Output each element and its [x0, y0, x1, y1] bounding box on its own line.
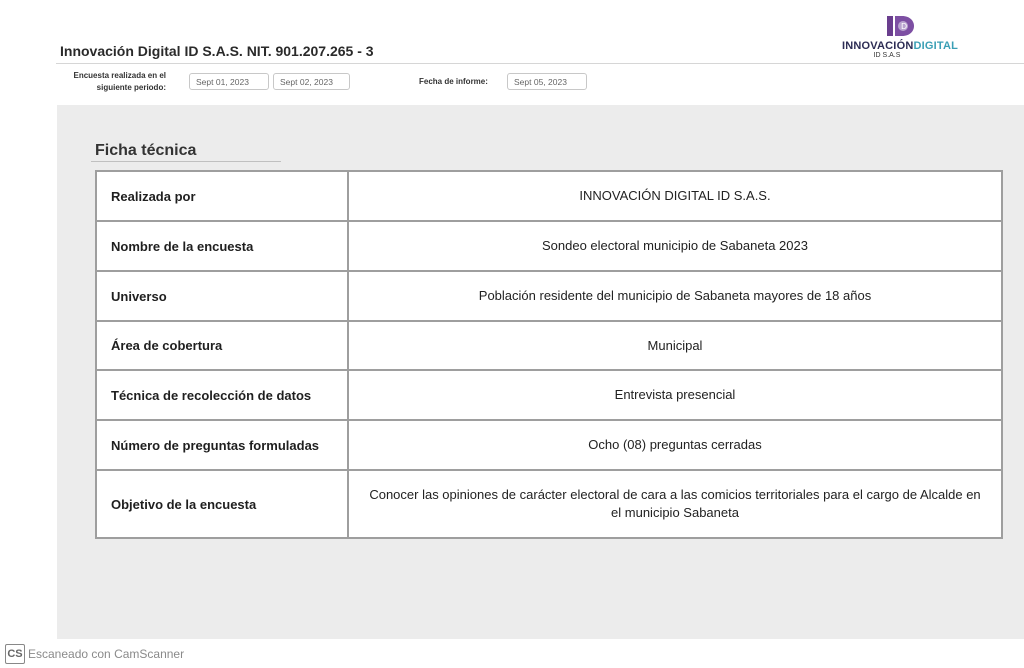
row-label: Técnica de recolección de datos	[96, 370, 348, 420]
scanner-watermark-text: Escaneado con CamScanner	[28, 647, 185, 661]
company-logo	[842, 14, 964, 62]
logo-subtitle: ID S.A.S	[873, 52, 901, 59]
logo-wordmark-part2: DIGITAL	[913, 40, 959, 52]
logo-mark-letter: D	[901, 22, 908, 31]
row-label: Área de cobertura	[96, 321, 348, 370]
section-title-underline	[91, 161, 281, 162]
row-value: Entrevista presencial	[348, 370, 1002, 420]
row-label: Número de preguntas formuladas	[96, 420, 348, 470]
row-value: Sondeo electoral municipio de Sabaneta 2023	[348, 221, 1002, 271]
row-value: Municipal	[348, 321, 1002, 370]
table-row	[96, 171, 1002, 221]
section-title: Ficha técnica	[95, 142, 197, 159]
row-label: Realizada por	[96, 171, 348, 221]
period-end-date-field[interactable]: Sept 02, 2023	[273, 73, 350, 90]
logo-d-icon	[886, 14, 916, 40]
table-row	[96, 271, 1002, 321]
row-value: Ocho (08) preguntas cerradas	[348, 420, 1002, 470]
table-row	[96, 470, 1002, 538]
row-label: Nombre de la encuesta	[96, 221, 348, 271]
logo-wordmark-part1: INNOVACIÓN	[842, 40, 914, 52]
row-label: Objetivo de la encuesta	[96, 470, 348, 538]
logo-wordmark	[842, 40, 964, 52]
survey-period-label: Encuesta realizada en el siguiente periodo:	[73, 71, 166, 92]
report-date-field[interactable]: Sept 05, 2023	[507, 73, 587, 90]
row-label: Universo	[96, 271, 348, 321]
report-date-label: Fecha de informe:	[419, 77, 488, 86]
document-header-title: Innovación Digital ID S.A.S. NIT. 901.207.265 - 3	[60, 43, 374, 59]
header-divider	[56, 63, 1024, 64]
row-value: INNOVACIÓN DIGITAL ID S.A.S.	[348, 171, 1002, 221]
table-row	[96, 321, 1002, 370]
table-row	[96, 420, 1002, 470]
technical-sheet-table	[95, 170, 1003, 539]
camscanner-logo-icon: CS	[5, 644, 25, 664]
table-row	[96, 221, 1002, 271]
row-value: Conocer las opiniones de carácter electoral de cara a las comicios territoriales para el cargo de Alcalde en el municipio Sabaneta	[348, 470, 1002, 538]
table-row	[96, 370, 1002, 420]
row-value: Población residente del municipio de Sabaneta mayores de 18 años	[348, 271, 1002, 321]
period-start-date-field[interactable]: Sept 01, 2023	[189, 73, 269, 90]
